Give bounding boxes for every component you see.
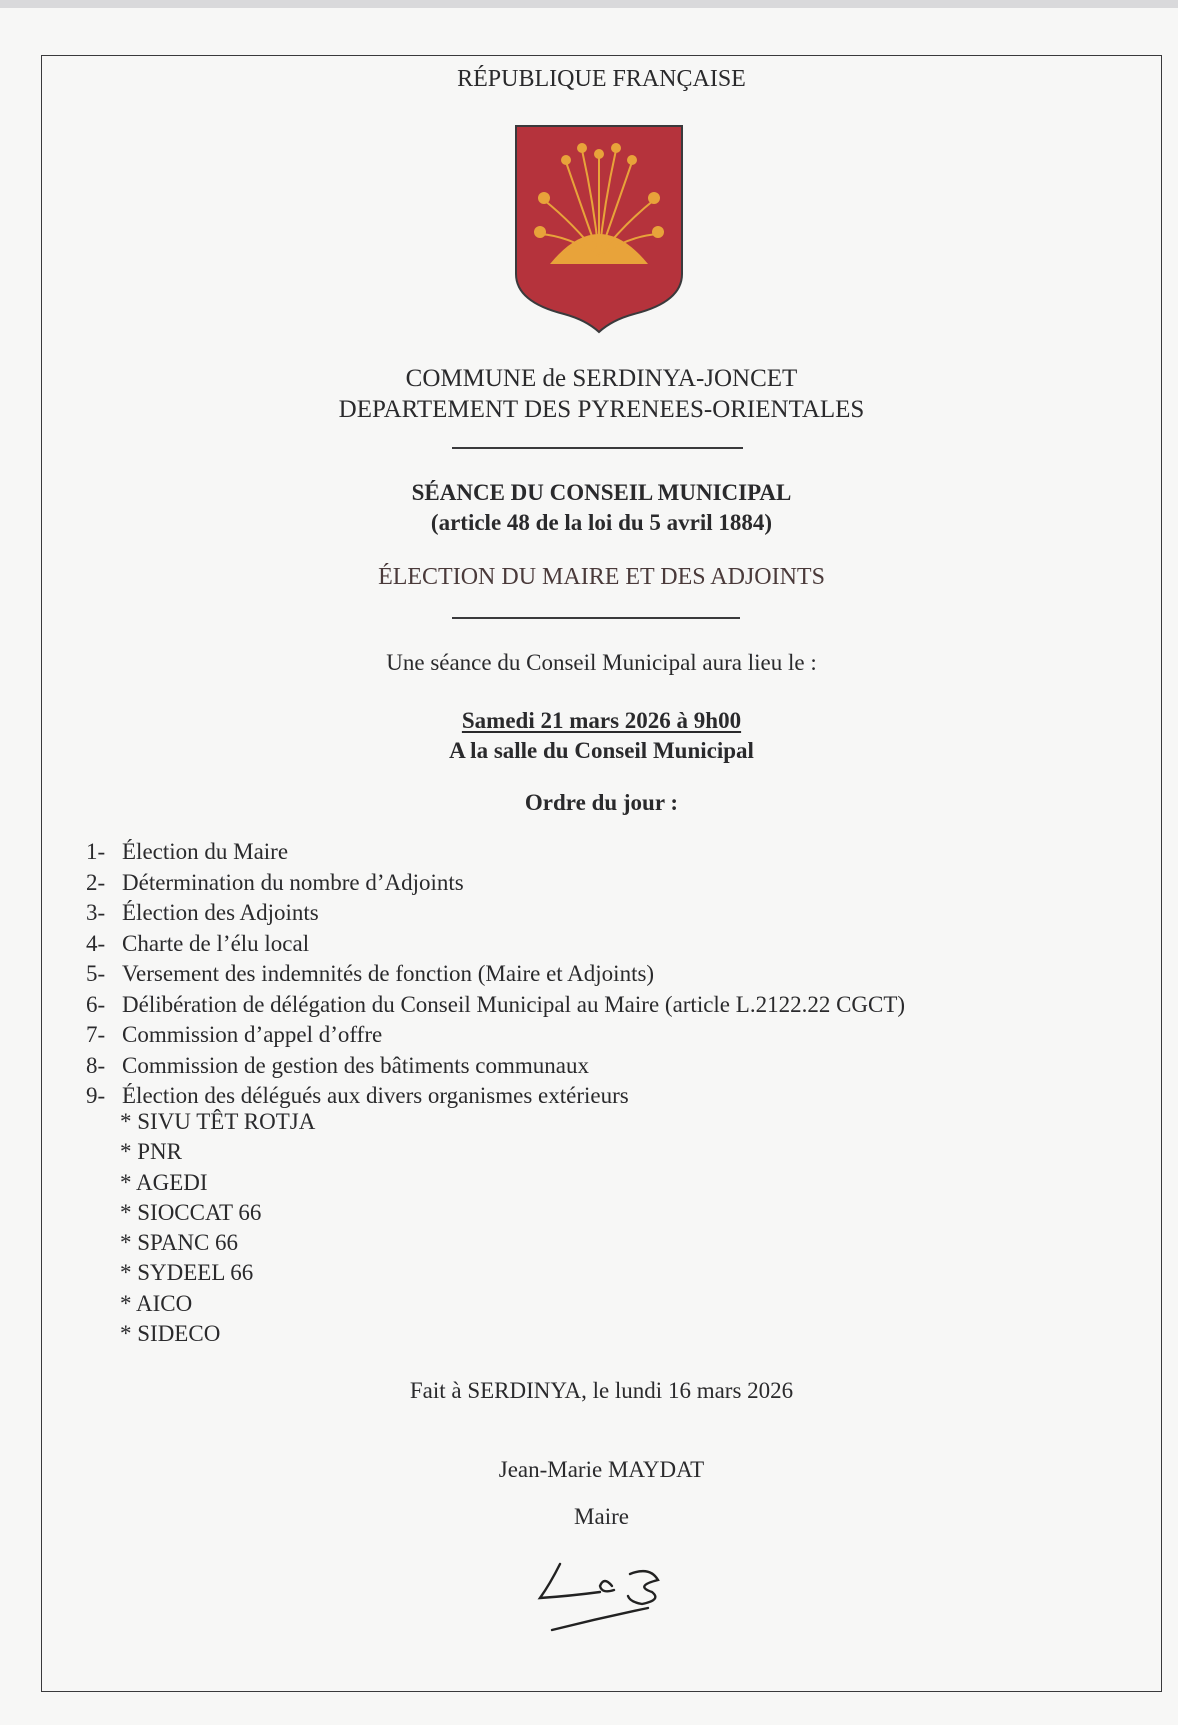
- organism-item: * SIOCCAT 66: [120, 1199, 262, 1225]
- agenda-item: 7- Commission d’appel d’offre: [86, 1022, 383, 1047]
- republic-header: RÉPUBLIQUE FRANÇAISE: [457, 66, 746, 92]
- election-title: ÉLECTION DU MAIRE ET DES ADJOINTS: [378, 564, 825, 590]
- seance-block: [41, 478, 1162, 538]
- divider: [452, 617, 740, 619]
- agenda-item: 5- Versement des indemnités de fonction (Maire et Adjoints): [86, 961, 655, 986]
- agenda-item: 8- Commission de gestion des bâtiments communaux: [86, 1052, 589, 1078]
- agenda-item: 1- Élection du Maire: [86, 839, 289, 864]
- organism-item: * PNR: [120, 1139, 182, 1165]
- agenda-list: [86, 837, 905, 1112]
- commune-block: [41, 363, 1162, 425]
- coat-of-arms-icon: [514, 124, 684, 334]
- agenda-item: 9- Élection des délégués aux divers organismes extérieurs: [86, 1083, 629, 1108]
- signer-name: Jean-Marie MAYDAT: [498, 1457, 705, 1482]
- organism-item: * AGEDI: [120, 1169, 208, 1195]
- agenda-title: Ordre du jour :: [524, 790, 679, 815]
- organism-item: * SIVU TÊT ROTJA: [120, 1109, 316, 1134]
- agenda-item: 6- Délibération de délégation du Conseil Municipal au Maire (article L.2122.22 CGCT): [86, 991, 906, 1017]
- divider: [452, 447, 743, 449]
- seance-subtitle: (article 48 de la loi du 5 avril 1884): [430, 510, 773, 535]
- agenda-item: 4- Charte de l’élu local: [86, 930, 310, 956]
- meeting-block: [41, 706, 1162, 766]
- agenda-item: 3- Élection des Adjoints: [86, 900, 319, 925]
- intro-text: Une séance du Conseil Municipal aura lieu le :: [386, 650, 817, 675]
- organisms-list: [120, 1107, 315, 1349]
- commune-name: COMMUNE de SERDINYA-JONCET: [405, 365, 798, 392]
- organism-item: * AICO: [120, 1290, 193, 1316]
- meeting-date: Samedi 21 mars 2026 à 9h00: [461, 708, 742, 733]
- organism-item: * SIDECO: [120, 1321, 221, 1347]
- signature-icon: [530, 1556, 690, 1641]
- department-name: DEPARTEMENT DES PYRENEES-ORIENTALES: [338, 396, 865, 423]
- document-page: [0, 8, 1178, 1725]
- signer-role: Maire: [574, 1504, 629, 1529]
- organism-item: * SYDEEL 66: [120, 1260, 254, 1286]
- agenda-item: 2- Détermination du nombre d’Adjoints: [86, 869, 464, 895]
- seance-title: SÉANCE DU CONSEIL MUNICIPAL: [411, 480, 792, 505]
- place-date-line: Fait à SERDINYA, le lundi 16 mars 2026: [409, 1378, 794, 1403]
- meeting-place: A la salle du Conseil Municipal: [449, 738, 754, 763]
- organism-item: * SPANC 66: [120, 1230, 239, 1256]
